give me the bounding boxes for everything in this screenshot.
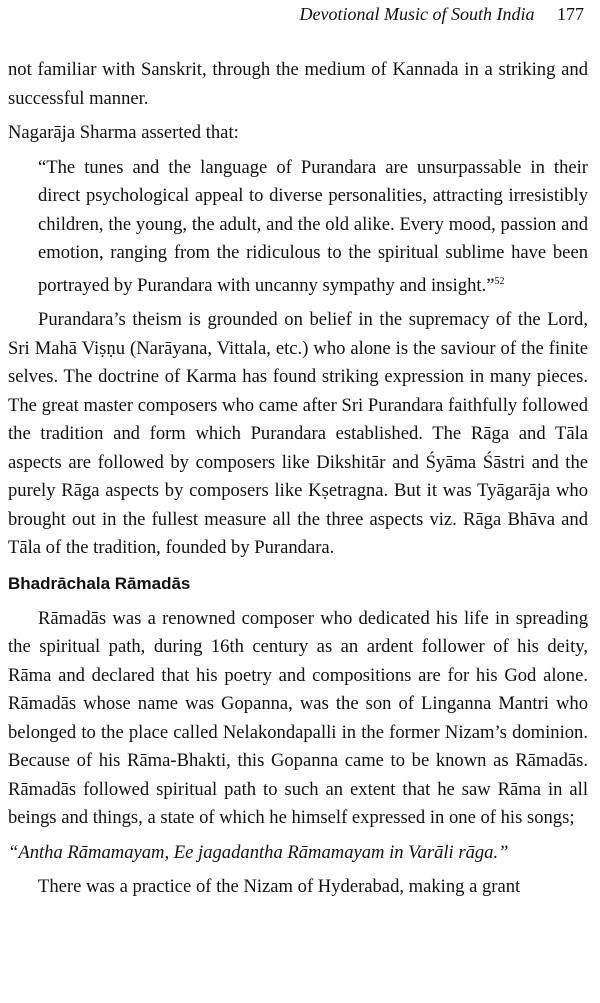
block-quote-text: “The tunes and the language of Purandara are unsurpassable in their direct psychological appeal to diverse personalities, attracting irresistibly children, the young, the adult, and the old alike. Every mood, passion and emotion, ranging from the ridiculous to the spiritual sublime have been portrayed by Purandara with uncanny sympathy and insight.” xyxy=(38,156,588,296)
paragraph-purandara-theism: Purandara’s theism is grounded on belief in the supremacy of the Lord, Sri Mahā Viṣṇu (Narāyana, Vittala, etc.) who alone is the saviour of the finite selves. The doctrine of Karma has found striking expression in many pieces. The great master composers who came after Sri Purandara faithfully followed the tradition and form which Purandara established. The Rāga and Tāla aspects are followed by composers like Dikshitār and Śyāma Śāstri and the purely Rāga aspects by composers like Kṣetragna. But it was Tyāgarāja who brought out in the fullest measure all the three aspects viz. Rāga Bhāva and Tāla of the tradition, founded by Purandara. xyxy=(8,309,588,559)
running-head xyxy=(300,4,584,25)
paragraph-nizam: There was a practice of the Nizam of Hyderabad, making a grant xyxy=(38,876,521,898)
page-number: 177 xyxy=(557,4,584,24)
paragraph-ramadas: Rāmadās was a renowned composer who dedicated his life in spreading the spiritual path, during 16th century as an ardent follower of his deity, Rāma and declared that his poetry and compositions are for his God alone. Rāmadās whose name was Gopanna, was the son of Linganna Mantri who belonged to the place called Nelakondapalli in the former Nizam’s dominion. Because of his Rāma-Bhakti, this Gopanna came to be known as Rāmadās. Rāmadās followed spiritual path to such an extent that he saw Rāma in all beings and things, a state of which he himself expressed in one of his songs; xyxy=(8,607,588,829)
paragraph-continuation: not familiar with Sanskrit, through the medium of Kannada in a striking and successful manner. xyxy=(8,59,588,109)
section-heading: Bhadrāchala Rāmadās xyxy=(8,573,191,593)
paragraph-quote-intro: Nagarāja Sharma asserted that: xyxy=(8,122,239,143)
block-quote xyxy=(38,154,588,301)
running-title: Devotional Music of South India xyxy=(299,4,535,24)
song-verse: “Antha Rāmamayam, Ee jagadantha Rāmamayam in Varāli rāga.” xyxy=(8,841,509,863)
footnote-marker: 52 xyxy=(494,275,505,287)
page-body xyxy=(8,56,588,902)
